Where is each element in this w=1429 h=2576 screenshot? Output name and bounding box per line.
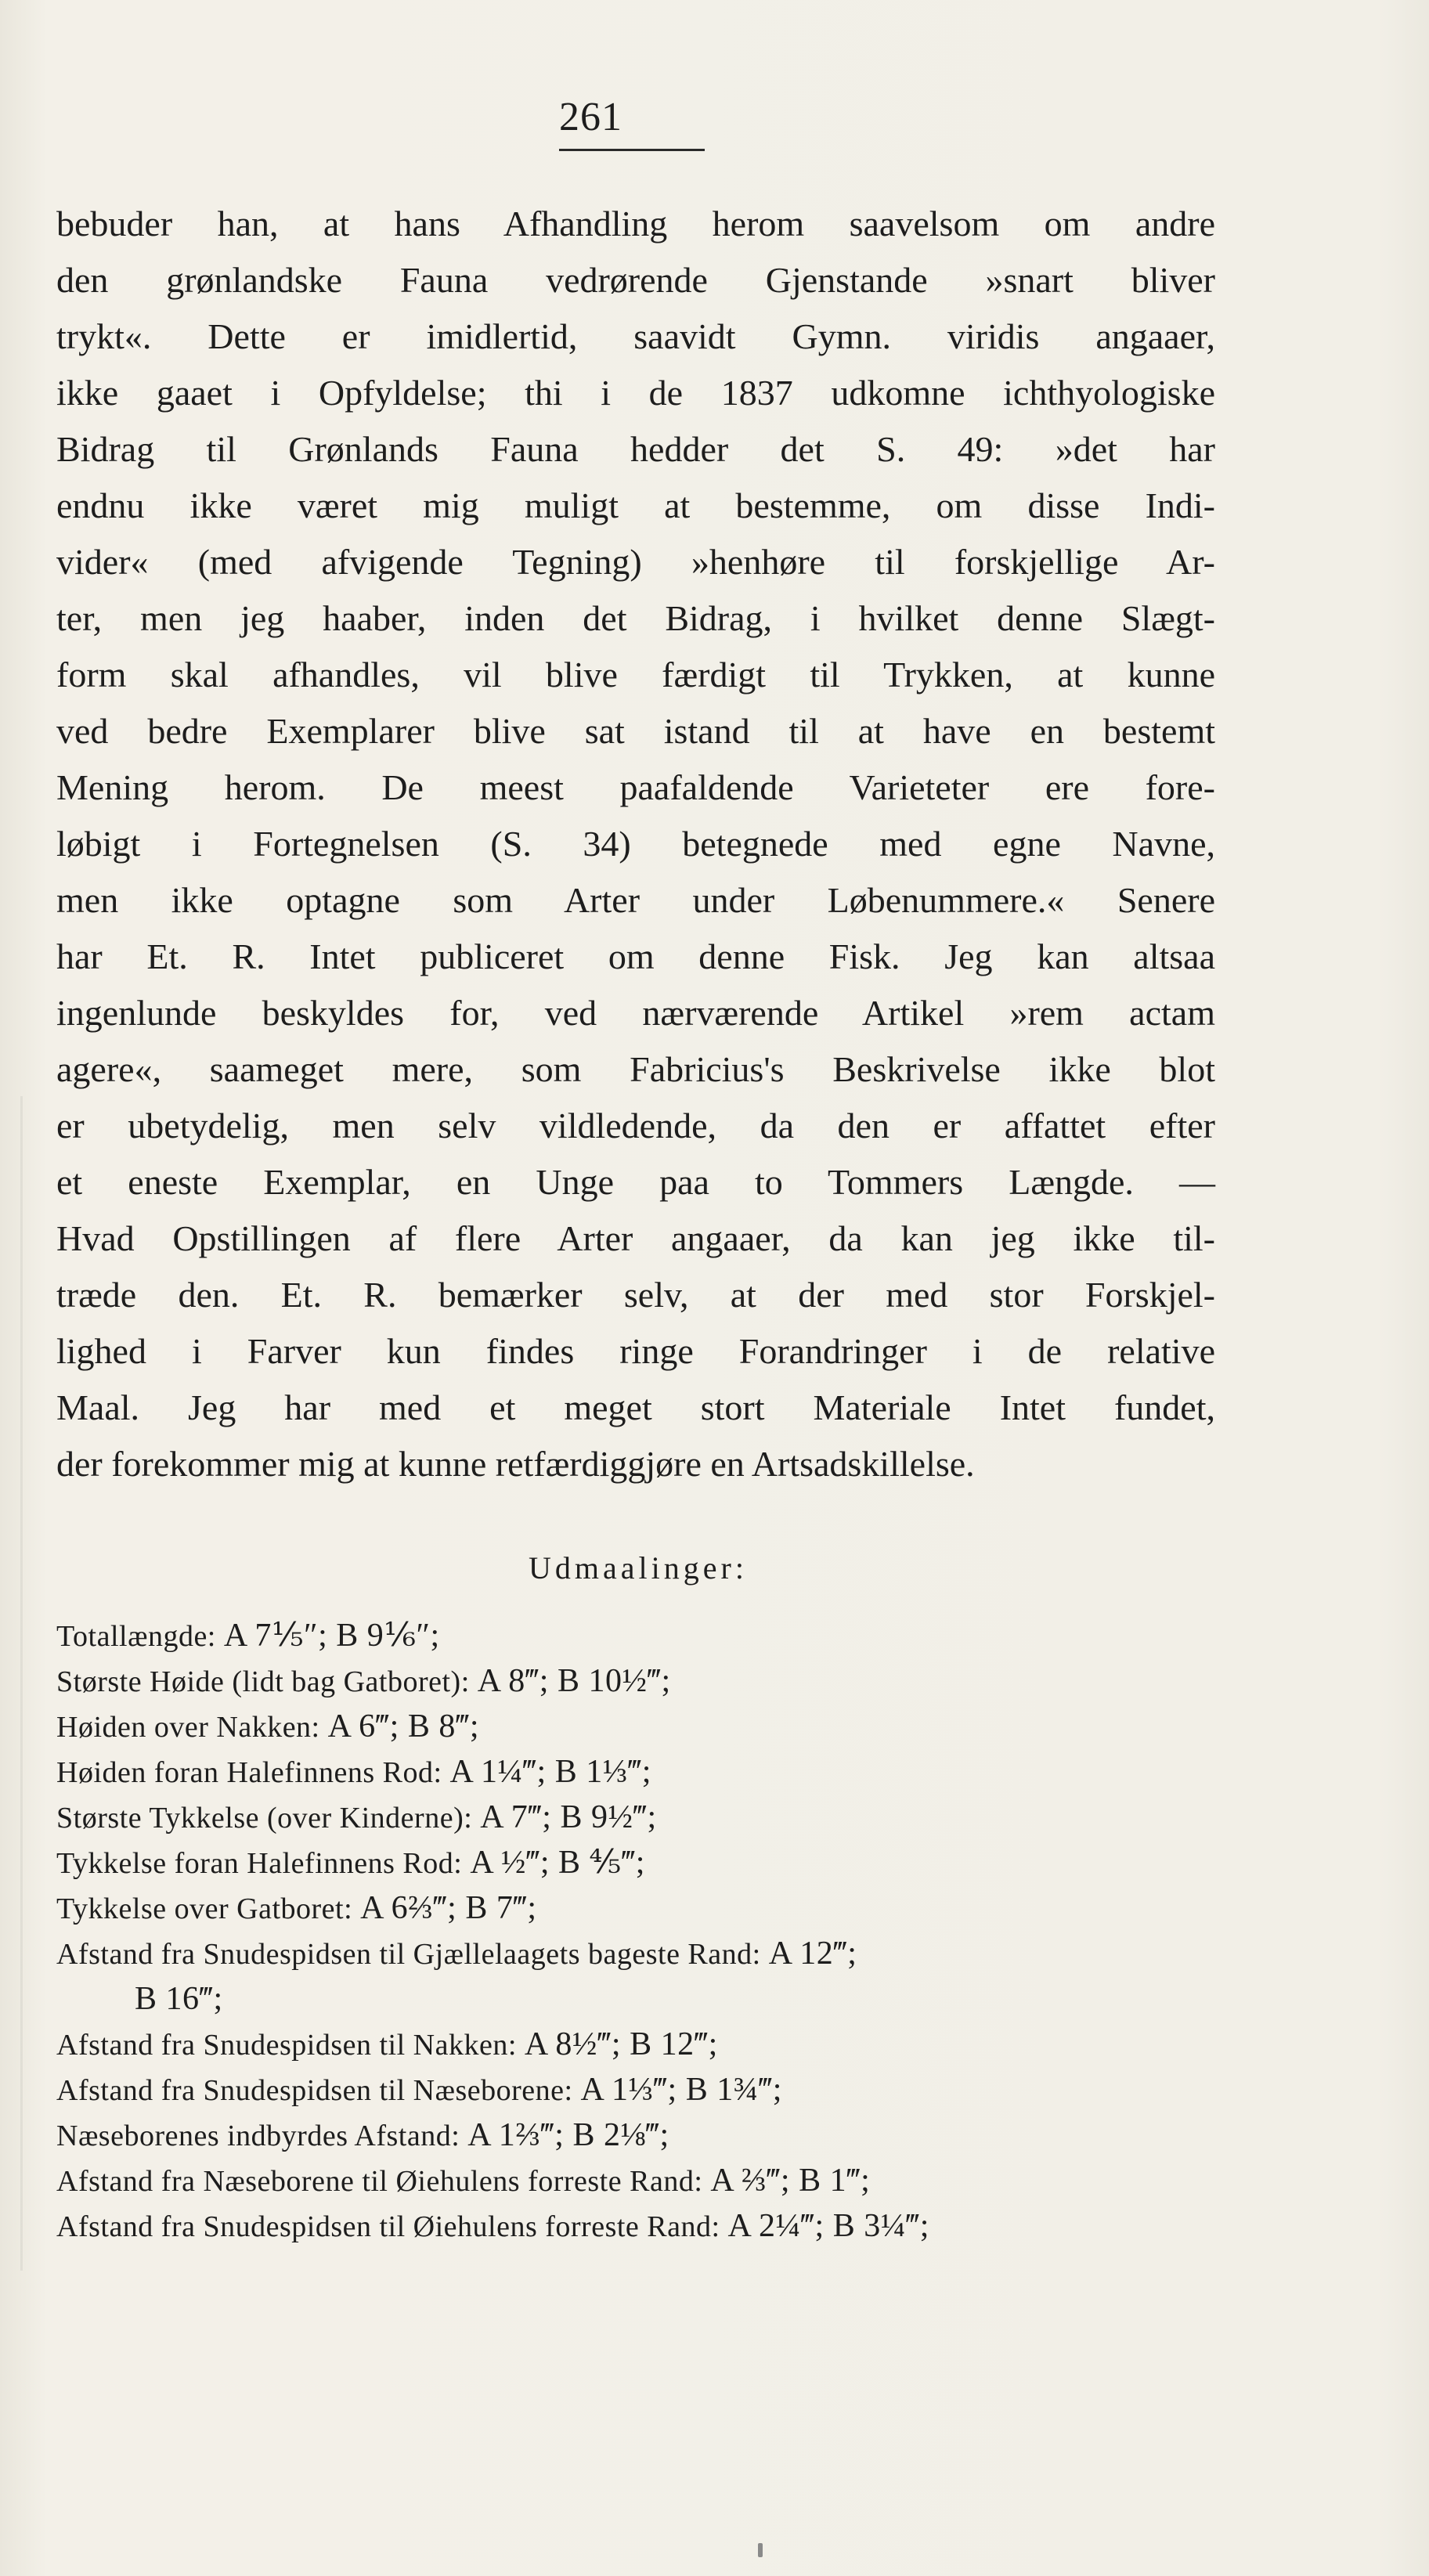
measurement-row: [56, 2112, 1286, 2158]
measurement-value-b: B 9⅙″;: [336, 1618, 440, 1654]
measurement-value-a: A 8‴;: [477, 1663, 558, 1699]
measurement-value-b: B ⅘‴;: [558, 1845, 645, 1881]
measurement-row: [56, 1658, 1286, 1704]
paragraph-line: ikke gaaet i Opfyldelse; thi i de 1837 udkomne ichthyologiske: [56, 373, 1215, 413]
measurement-label: Afstand fra Snudespidsen til Næseborene:: [56, 2074, 581, 2107]
paragraph-line: der forekommer mig at kunne retfærdiggjøre en Artsadskillelse.: [56, 1444, 975, 1484]
measurement-row: [56, 1976, 1286, 2022]
measurement-value-b: B 10½‴;: [557, 1663, 671, 1699]
measurement-value-a: A 7‴;: [480, 1799, 561, 1835]
measurement-row: [56, 1795, 1286, 1840]
paragraph-line: ved bedre Exemplarer blive sat istand til at have en bestemt: [56, 711, 1215, 751]
measurement-label: Største Tykkelse (over Kinderne):: [56, 1802, 481, 1835]
measurement-label: Største Høide (lidt bag Gatboret):: [56, 1665, 478, 1698]
measurement-value-a: A 1⅔‴;: [467, 2117, 573, 2153]
measurement-value-a: A 6‴;: [327, 1708, 408, 1744]
measurement-label: Tykkelse over Gatboret:: [56, 1892, 361, 1925]
measurement-row: [56, 2067, 1286, 2112]
measurements-list: [56, 1613, 1286, 2249]
paragraph-line: endnu ikke været mig muligt at bestemme, om disse Indi-: [56, 485, 1215, 525]
paragraph-line: bebuder han, at hans Afhandling herom saavelsom om andre: [56, 204, 1215, 244]
paragraph-line: Mening herom. De meest paafaldende Varieteter ere fore-: [56, 767, 1215, 807]
measurement-label: Afstand fra Snudespidsen til Gjællelaagets bageste Rand:: [56, 1938, 769, 1971]
measurement-row: [56, 1840, 1286, 1885]
paragraph-line: Bidrag til Grønlands Fauna hedder det S. 49: »det har: [56, 429, 1215, 469]
measurement-value-b: B 16‴;: [135, 1981, 223, 2017]
paragraph-line: form skal afhandles, vil blive færdigt til Trykken, at kunne: [56, 655, 1215, 695]
paragraph-line: vider« (med afvigende Tegning) »henhøre til forskjellige Ar-: [56, 542, 1215, 582]
measurement-value-b: B 3¼‴;: [832, 2208, 929, 2244]
paragraph-line: agere«, saameget mere, som Fabricius's Beskrivelse ikke blot: [56, 1049, 1215, 1089]
measurement-value-b: B 1¾‴;: [685, 2072, 782, 2108]
measurement-value-a: A 1⅓‴;: [580, 2072, 686, 2108]
paragraph-line: løbigt i Fortegnelsen (S. 34) betegnede med egne Navne,: [56, 824, 1215, 864]
paragraph-line: et eneste Exemplar, en Unge paa to Tommers Længde. —: [56, 1162, 1215, 1202]
measurement-value-a: A 6⅔‴;: [360, 1890, 466, 1926]
paragraph-line: træde den. Et. R. bemærker selv, at der med stor Forskjel-: [56, 1275, 1215, 1315]
measurement-value-b: B 9½‴;: [560, 1799, 657, 1835]
measurement-row: [56, 1885, 1286, 1931]
measurement-label: Totallængde:: [56, 1620, 224, 1653]
measurement-value-a: A ⅔‴;: [710, 2163, 799, 2199]
paragraph-line: lighed i Farver kun findes ringe Forandringer i de relative: [56, 1331, 1215, 1371]
measurement-label: Høiden over Nakken:: [56, 1711, 328, 1744]
paragraph-line: Maal. Jeg har med et meget stort Materiale Intet fundet,: [56, 1387, 1215, 1427]
measurement-label: Afstand fra Snudespidsen til Nakken:: [56, 2029, 525, 2062]
measurements-heading: Udmaalinger:: [529, 1550, 748, 1586]
measurement-value-b: B 7‴;: [465, 1890, 537, 1926]
paragraph-line: Hvad Opstillingen af flere Arter angaaer, da kan jeg ikke til-: [56, 1218, 1215, 1258]
measurement-value-a: A 1¼‴;: [449, 1754, 555, 1790]
paragraph-line: ter, men jeg haaber, inden det Bidrag, i hvilket denne Slægt-: [56, 598, 1215, 638]
paragraph-line: har Et. R. Intet publiceret om denne Fisk. Jeg kan altsaa: [56, 936, 1215, 976]
page-number-rule: [559, 149, 705, 151]
measurement-value-b: B 12‴;: [630, 2026, 718, 2062]
measurement-value-a: A ½‴;: [470, 1845, 559, 1881]
measurement-label: Næseborenes indbyrdes Afstand:: [56, 2120, 468, 2152]
paragraph-line: trykt«. Dette er imidlertid, saavidt Gymn. viridis angaaer,: [56, 316, 1215, 356]
measurement-row: [56, 1749, 1286, 1795]
measurement-value-b: B 1⅓‴;: [554, 1754, 651, 1790]
print-speck: [758, 2543, 763, 2557]
measurement-value-b: B 8‴;: [407, 1708, 479, 1744]
measurement-value-b: B 2⅛‴;: [572, 2117, 669, 2153]
measurement-row: [56, 2158, 1286, 2203]
measurement-value-a: A 12‴;: [768, 1936, 857, 1972]
measurement-value-b: B 1‴;: [799, 2163, 871, 2199]
page-number: 261: [559, 95, 622, 139]
paragraph-line: er ubetydelig, men selv vildledende, da den er affattet efter: [56, 1106, 1215, 1145]
body-paragraph: [56, 196, 1215, 1492]
paragraph-line: ingenlunde beskyldes for, ved nærværende Artikel »rem actam: [56, 993, 1215, 1033]
measurement-value-a: A 7⅕″;: [223, 1618, 337, 1654]
measurement-label: Afstand fra Næseborene til Øiehulens forreste Rand:: [56, 2165, 711, 2198]
paragraph-line: men ikke optagne som Arter under Løbenummere.« Senere: [56, 880, 1215, 920]
measurement-row: [56, 1704, 1286, 1749]
measurement-label: Afstand fra Snudespidsen til Øiehulens forreste Rand:: [56, 2210, 728, 2243]
measurement-row: [56, 2022, 1286, 2067]
measurement-row: [56, 1931, 1286, 1976]
measurement-row: [56, 2203, 1286, 2249]
measurement-value-a: A 2¼‴;: [727, 2208, 833, 2244]
binding-shadow: [20, 1096, 23, 2271]
measurement-value-a: A 8½‴;: [524, 2026, 630, 2062]
measurement-row: [56, 1613, 1286, 1658]
measurement-label: Tykkelse foran Halefinnens Rod:: [56, 1847, 471, 1880]
paragraph-line: den grønlandske Fauna vedrørende Gjenstande »snart bliver: [56, 260, 1215, 300]
measurement-label: Høiden foran Halefinnens Rod:: [56, 1756, 450, 1789]
